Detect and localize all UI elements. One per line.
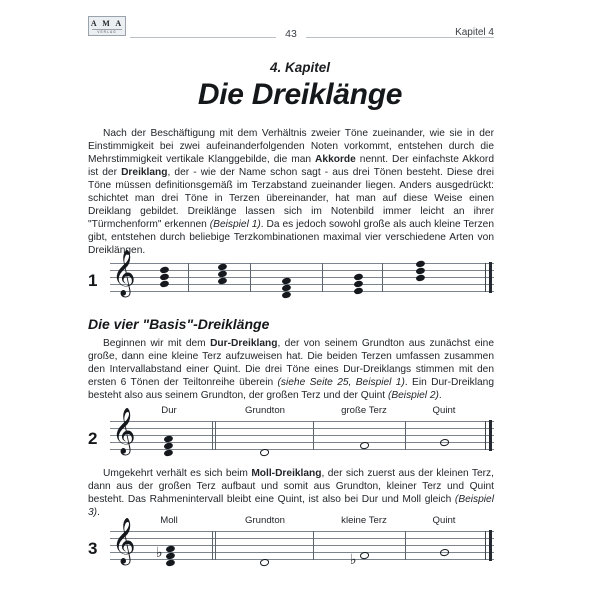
note-label-grundton: Grundton (244, 405, 285, 416)
final-barline-thick (489, 262, 492, 293)
notehead-whole (259, 558, 270, 566)
p2-ref-seite25: (siehe Seite 25, Beispiel 1) (277, 377, 405, 389)
note-label-quint: Quint (432, 405, 456, 416)
final-barline-thick (489, 420, 492, 451)
header-rule-left (130, 37, 276, 38)
notehead (415, 260, 425, 268)
p1-ref-beispiel1: (Beispiel 1) (209, 219, 261, 231)
flat-icon: ♭ (156, 545, 163, 561)
notehead (165, 559, 175, 567)
barline (250, 263, 251, 292)
notehead (163, 449, 173, 457)
note-label-kleine-terz: kleine Terz (341, 515, 387, 526)
barline (313, 421, 314, 450)
p2-text-e: . Ein Dur-Dreiklang besteht also aus seinem Grundton, der großen Terz und der Quint (88, 377, 494, 402)
barline (382, 263, 383, 292)
notehead-whole (259, 448, 270, 456)
p3-term-moll-dreiklang: Moll-Dreiklang (251, 468, 322, 479)
p1-text-c: nennt. Der einfachste Akkord ist der (88, 154, 494, 179)
example-number: 3 (88, 539, 98, 558)
final-barline-thick (489, 530, 492, 561)
final-barline-thin (485, 263, 486, 292)
note-label-moll: Moll (160, 515, 178, 526)
staff-line (110, 428, 494, 429)
p3-text-e: . (97, 507, 100, 519)
notehead (415, 267, 425, 275)
p2-term-dur-dreiklang: Dur-Dreiklang (210, 338, 278, 349)
final-barline-thin (485, 531, 486, 560)
staff-line (110, 263, 494, 264)
chapter-reference: Kapitel 4 (455, 27, 494, 38)
page-header (88, 14, 494, 44)
p3-ref-beispiel3: (Beispiel 3) (88, 494, 494, 519)
notehead-whole (439, 438, 450, 446)
example-number: 2 (88, 429, 98, 448)
note-label-quint: Quint (432, 515, 456, 526)
example-number: 1 (88, 271, 98, 290)
section-subheading: Die vier "Basis"-Dreiklänge (88, 316, 270, 332)
p1-text-e: , der - wie der Name schon sagt - aus drei Tönen besteht. Diese drei Töne müssen definitionsgemäß im Terzabstand zueinander liegen. Anders ausgedrückt: schichtet man drei Töne in Terzen übereinander, hat man auf diese Weise einen Dreiklang gebildet. Dreiklänge lassen sich im Notenbild immer leicht an ihrer "Türmchenform" erkennen (88, 167, 494, 231)
chapter-label: 4. Kapitel (269, 60, 331, 75)
paragraph-moll (88, 467, 494, 519)
music-example-3 (88, 515, 494, 575)
treble-clef-icon: 𝄞 (112, 518, 136, 564)
staff-line (110, 421, 494, 422)
barline (215, 421, 216, 450)
page-title: Die Dreiklänge (197, 78, 403, 111)
barline (215, 531, 216, 560)
p2-text-c: , der von seinem Grundton aus zunächst eine große, dann eine kleine Terz aufzuweisen hat. Die beiden Terzen umfassen zusammen den Intervallabstand einer Quint. Die drei Töne eines Dur-Dreiklangs stimmen mit den ersten 6 Tönen der Teiltonreihe überein (88, 338, 494, 389)
flat-icon: ♭ (350, 551, 357, 568)
notehead (353, 287, 363, 295)
note-label-grosse-terz: große Terz (341, 405, 387, 416)
p1-term-akkorde: Akkorde (315, 154, 356, 166)
p3-text-a: Umgekehrt verhält es sich beim (103, 468, 252, 479)
barline (212, 531, 213, 560)
final-barline-thin (485, 421, 486, 450)
notehead (281, 291, 291, 299)
logo-subtitle: VERLAG (92, 29, 122, 35)
p2-text-a: Beginnen wir mit dem (103, 338, 211, 349)
music-example-2 (88, 405, 494, 465)
treble-clef-icon: 𝄞 (112, 250, 136, 296)
staff-line (110, 538, 494, 539)
barline (322, 263, 323, 292)
treble-clef-icon: 𝄞 (112, 408, 136, 454)
barline (405, 421, 406, 450)
notehead (415, 274, 425, 282)
barline (405, 531, 406, 560)
p3-text-c: , der sich zuerst aus der kleinen Terz, dann aus der großen Terz aufbaut und somit aus Grundton, kleiner Terz und Quint besteht. Das Rahmenintervall bleibt eine Quint, ist also bei Dur und Moll gleich (88, 468, 494, 506)
staff (110, 250, 494, 299)
staff-line (110, 531, 494, 532)
staff (110, 515, 494, 568)
notehead-whole (439, 548, 450, 556)
ama-verlag-logo (88, 16, 126, 36)
note-label-dur: Dur (161, 405, 177, 416)
paragraph-intro (88, 127, 494, 257)
p1-term-dreiklang: Dreiklang (121, 167, 168, 179)
staff (110, 405, 494, 457)
paragraph-dur (88, 337, 494, 402)
notehead (159, 280, 169, 288)
page-number: 43 (285, 28, 297, 40)
p2-text-g: . (438, 390, 442, 402)
music-example-1 (88, 250, 494, 303)
note-label-grundton: Grundton (244, 515, 285, 526)
p2-ref-beispiel2: (Beispiel 2) (387, 390, 439, 402)
logo-letters: A M A (90, 18, 124, 28)
barline (313, 531, 314, 560)
p1-text-a: Nach der Beschäftigung mit dem Verhältnis zweier Töne zueinander, wie sie in der Einstimmigkeit bei zwei aufeinanderfolgenden Noten vorkommt, entstehen durch die Mehrstimmigkeit vertikale Klanggebilde, die man (88, 128, 494, 166)
barline (212, 421, 213, 450)
p1-text-g: . Da es jedoch sowohl große als auch kleine Terzen gibt, entstehen durch beliebige Terzkombinationen maximal vier verschiedene Arten von Dreiklängen. (88, 219, 494, 257)
staff-line (110, 291, 494, 292)
barline (188, 263, 189, 292)
